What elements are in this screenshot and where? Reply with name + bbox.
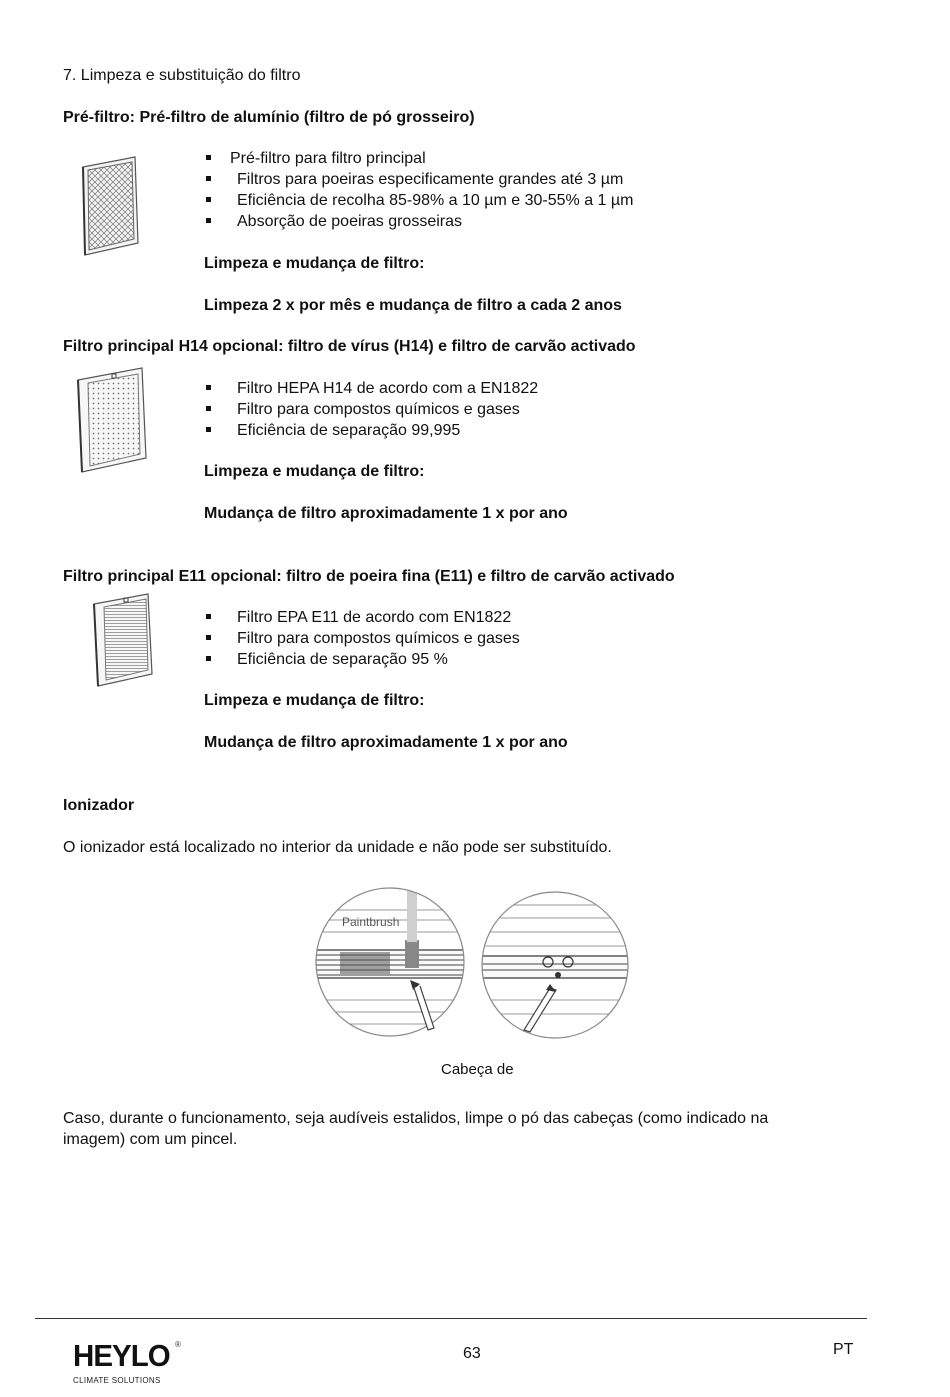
section-title: 7. Limpeza e substituição do filtro [63,67,301,84]
registered-icon: ® [175,1340,181,1349]
ionizer-cleaning-figure [310,880,640,1060]
e11-care-label: Limpeza e mudança de filtro: [204,692,425,709]
ionizer-text: O ionizador está localizado no interior da unidade e não pode ser substituído. [63,839,612,856]
logo-subtext: CLIMATE SOLUTIONS [73,1376,161,1385]
heylo-logo [73,1338,181,1386]
ionizer-heading: Ionizador [63,797,135,814]
footer-divider [35,1318,867,1319]
prefilter-care-value: Limpeza 2 x por mês e mudança de filtro a cada 2 anos [204,297,622,314]
page-number: 63 [463,1345,481,1362]
h14-filter-image [76,366,150,476]
e11-care-value: Mudança de filtro aproximadamente 1 x por ano [204,734,568,751]
h14-care-label: Limpeza e mudança de filtro: [204,463,425,480]
language-code: PT [833,1341,854,1358]
figure-caption: Cabeça de [441,1061,514,1078]
h14-heading: Filtro principal H14 opcional: filtro de vírus (H14) e filtro de carvão activado [63,338,636,355]
ionizer-note-line-1: Caso, durante o funcionamento, seja audíveis estalidos, limpe o pó das cabeças (como indicado na [63,1110,769,1127]
h14-care-value: Mudança de filtro aproximadamente 1 x por ano [204,505,568,522]
ionizer-note-line-2: imagem) com um pincel. [63,1131,238,1148]
prefilter-image [80,155,142,259]
prefilter-heading: Pré-filtro: Pré-filtro de alumínio (filtro de pó grosseiro) [63,109,475,126]
logo-wordmark: HEYLO [73,1338,170,1373]
prefilter-care-label: Limpeza e mudança de filtro: [204,255,425,272]
e11-filter-image [92,592,156,688]
paintbrush-label: Paintbrush [342,915,400,929]
e11-heading: Filtro principal E11 opcional: filtro de poeira fina (E11) e filtro de carvão activado [63,568,675,585]
